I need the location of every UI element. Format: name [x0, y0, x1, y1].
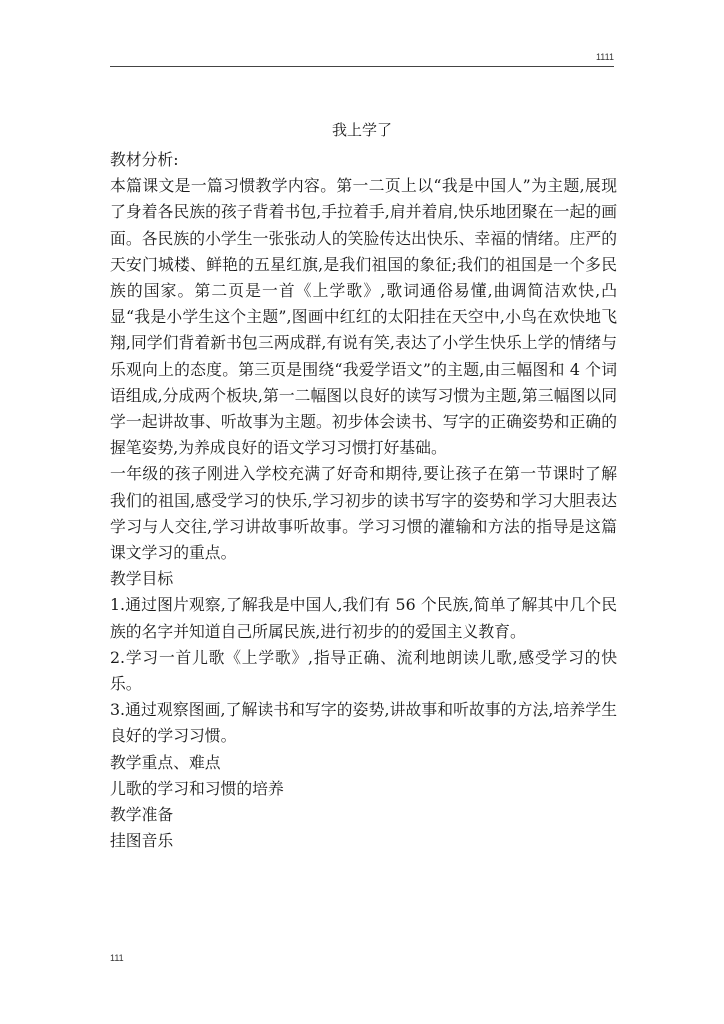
preparation-text: 挂图音乐	[110, 831, 174, 851]
section-heading-key-points: 教学重点、难点	[110, 752, 221, 772]
section-heading-analysis: 教材分析:	[110, 150, 179, 169]
objective-item-2: 2.学习一首儿歌《上学歌》,指导正确、流利地朗读儿歌,感受学习的快乐。	[110, 647, 617, 694]
key-points-text: 儿歌的学习和习惯的培养	[110, 778, 284, 798]
document-title: 我上学了	[331, 121, 392, 139]
document-body	[110, 147, 617, 854]
section-heading-objectives: 教学目标	[110, 569, 174, 589]
section-heading-preparation: 教学准备	[110, 805, 174, 825]
footer-page-label: 111	[110, 953, 124, 963]
objective-item-3: 3.通过观察图画,了解读书和写字的姿势,讲故事和听故事的方法,培养学生良好的学习习惯。	[110, 700, 617, 746]
header-page-label: 1111	[595, 52, 614, 62]
header-divider	[110, 66, 614, 67]
paragraph-analysis: 本篇课文是一篇习惯教学内容。第一二页上以“我是中国人”为主题,展现了身着各民族的孩子背着书包,手拉着手,肩并着肩,快乐地团聚在一起的画面。各民族的小学生一张张动人的笑脸传达出快乐、幸福的情绪。庄严的天安门城楼、鲜艳的五星红旗,是我们祖国的象征;我们的祖国是一个多民族的国家。第二页是一首《上学歌》,歌词通俗易懂,曲调简洁欢快,凸显“我是小学生这个主题”,图画中红红的太阳挂在天空中,小鸟在欢快地飞翔,同学们背着新书包三两成群,有说有笑,表达了小学生快乐上学的情绪与乐观向上的态度。第三页是围绕“我爱学语文”的主题,由三幅图和 4 个词语组成,分成两个板块,第一二幅图以良好的读写习惯为主题,第三幅图以同学一起讲故事、听故事为主题。初步体会读书、写字的正确姿势和正确的握笔姿势,为养成良好的语文学习习惯打好基础。	[110, 176, 617, 458]
objective-item-1: 1.通过图片观察,了解我是中国人,我们有 56 个民族,简单了解其中几个民族的名字并知道自己所属民族,进行初步的的爱国主义教育。	[110, 595, 617, 641]
paragraph-analysis-2: 一年级的孩子刚进入学校充满了好奇和期待,要让孩子在第一节课时了解我们的祖国,感受学习的快乐,学习初步的读书写字的姿势和学习大胆表达学习与人交往,学习讲故事听故事。学习习惯的灌输和方法的指导是这篇课文学习的重点。	[110, 464, 617, 563]
